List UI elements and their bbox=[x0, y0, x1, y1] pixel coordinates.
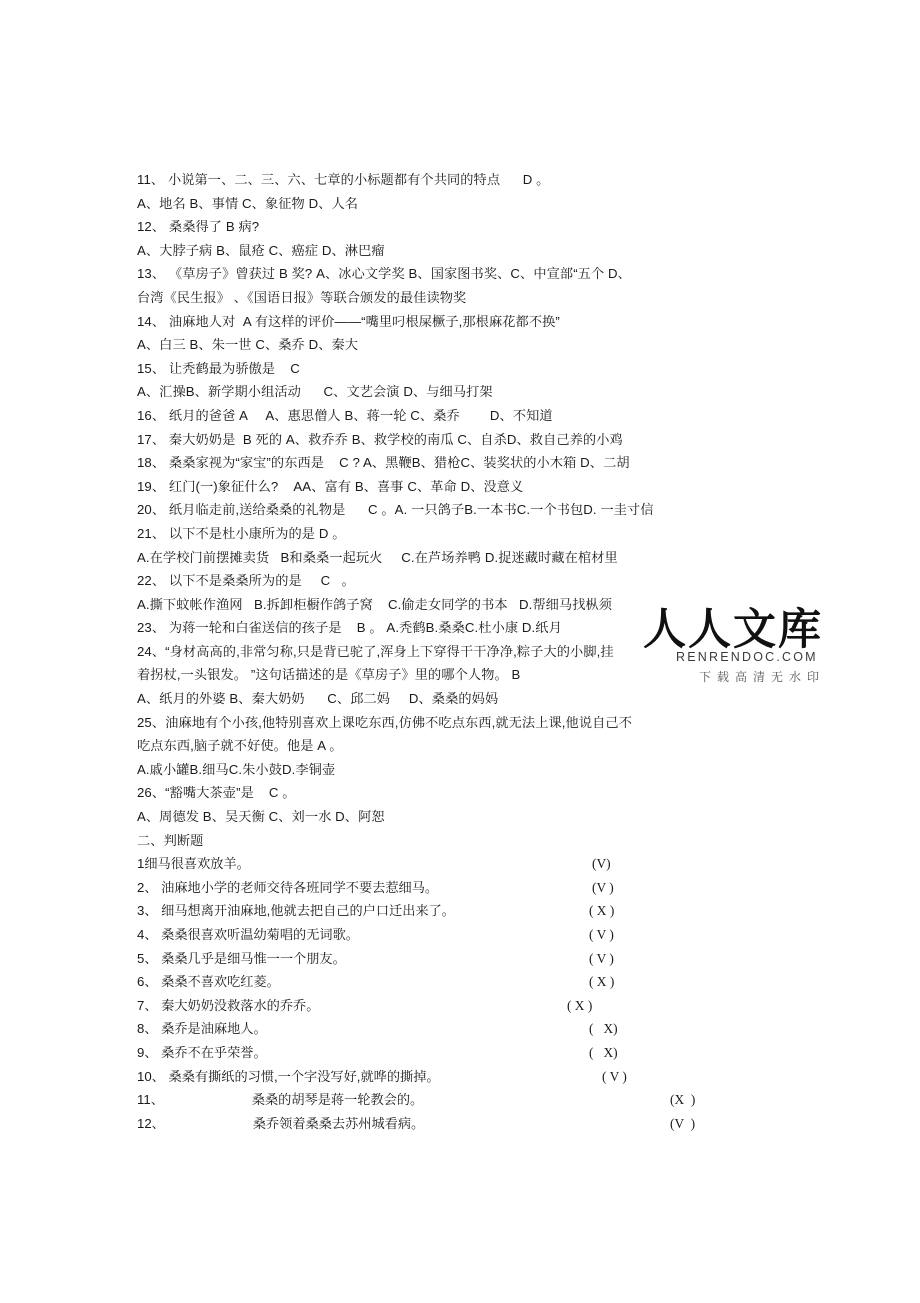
watermark-url: RENRENDOC.COM bbox=[676, 650, 818, 664]
mc-line: 16、 纸月的爸爸 A A、惠思僧人 B、蒋一轮 C、桑乔 D、不知道 bbox=[137, 407, 553, 423]
mc-line: 14、 油麻地人对 A 有这样的评价——“嘴里叼根屎橛子,那根麻花都不换” bbox=[137, 313, 560, 329]
mc-line: A、白三 B、朱一世 C、桑乔 D、秦大 bbox=[137, 337, 359, 353]
true-false-statement: 2、 油麻地小学的老师交待各班同学不要去惹细马。 bbox=[137, 879, 439, 895]
true-false-row bbox=[137, 876, 837, 900]
section-heading-true-false: 二、判断题 bbox=[137, 832, 204, 848]
mc-line: A.戚小罐B.细马C.朱小鼓D.李铜壶 bbox=[137, 761, 336, 777]
true-false-row bbox=[137, 899, 837, 923]
mc-line: A、周德发 B、吴天衡 C、刘一水 D、阿恕 bbox=[137, 809, 385, 825]
true-false-statement: 1细马很喜欢放羊。 bbox=[137, 856, 250, 872]
true-false-row bbox=[137, 852, 837, 876]
true-false-row bbox=[137, 994, 837, 1018]
mc-line: 15、 让秃鹤最为骄傲是 C bbox=[137, 360, 300, 376]
true-false-statement: 8、 桑乔是油麻地人。 bbox=[137, 1021, 267, 1037]
true-false-answer-mark: ( V ) bbox=[589, 950, 614, 966]
mc-line: 19、 红门(一)象征什么? AA、富有 B、喜事 C、革命 D、没意义 bbox=[137, 478, 524, 494]
mc-line: 23、 为蒋一轮和白雀送信的孩子是 B 。 A.秃鹤B.桑桑C.杜小康 D.纸月 bbox=[137, 620, 562, 636]
mc-line: 11、 小说第一、二、三、六、七章的小标题都有个共同的特点 D 。 bbox=[137, 172, 550, 187]
true-false-row bbox=[137, 947, 837, 971]
true-false-answer-mark: (V) bbox=[592, 856, 611, 872]
mc-line: A、汇操B、新学期小组活动 C、文艺会演 D、与细马打架 bbox=[137, 384, 493, 400]
true-false-row bbox=[137, 1065, 837, 1089]
mc-line: 22、 以下不是桑桑所为的是 C 。 bbox=[137, 573, 355, 589]
true-false-answer-mark: ( X) bbox=[589, 1044, 618, 1060]
mc-line: 21、 以下不是杜小康所为的是 D 。 bbox=[137, 525, 346, 541]
watermark-brand: 人人文库 bbox=[643, 607, 823, 654]
mc-line: A、纸月的外婆 B、秦大奶奶 C、邱二妈 D、桑桑的妈妈 bbox=[137, 691, 499, 707]
true-false-statement: 5、 桑桑几乎是细马惟一一个朋友。 bbox=[137, 950, 346, 966]
true-false-answer-mark: (V ) bbox=[670, 1115, 696, 1131]
mc-line: 17、 秦大奶奶是 B 死的 A、救乔乔 B、救学校的南瓜 C、自杀D、救自己养的小鸡 bbox=[137, 431, 623, 447]
true-false-row bbox=[137, 1088, 837, 1112]
true-false-row bbox=[137, 923, 837, 947]
mc-line: 12、 桑桑得了 B 病? bbox=[137, 219, 260, 235]
true-false-answer-mark: (X ) bbox=[670, 1092, 696, 1108]
mc-line: A.撕下蚊帐作渔网 B.拆卸柜橱作鸽子窝 C.偷走女同学的书本 D.帮细马找枞须 bbox=[137, 596, 613, 612]
true-false-answer-mark: ( V ) bbox=[602, 1068, 627, 1084]
true-false-statement: 12、 桑乔领着桑桑去苏州城看病。 bbox=[137, 1115, 425, 1131]
true-false-statement: 9、 桑乔不在乎荣誉。 bbox=[137, 1044, 267, 1060]
true-false-statement: 10、 桑桑有撕纸的习惯,一个字没写好,就哗的撕掉。 bbox=[137, 1068, 440, 1084]
mc-line: 18、 桑桑家视为“家宝”的东西是 C ? A、黑鞭B、猎枪C、装奖状的小木箱 D、二胡 bbox=[137, 455, 630, 471]
true-false-statement: 11、 桑桑的胡琴是蒋一轮教会的。 bbox=[137, 1092, 424, 1108]
multiple-choice-block bbox=[137, 168, 837, 829]
mc-line: 26、“豁嘴大茶壶”是 C 。 bbox=[137, 785, 296, 801]
mc-line: 台湾《民生报》 、《国语日报》等联合颁发的最佳读物奖 bbox=[137, 289, 467, 305]
mc-line: 13、 《草房子》曾获过 B 奖? A、冰心文学奖 B、国家图书奖、C、中宣部“五个 D、 bbox=[137, 266, 631, 282]
true-false-answer-mark: ( X ) bbox=[589, 903, 615, 919]
true-false-row bbox=[137, 1112, 837, 1136]
true-false-statement: 6、 桑桑不喜欢吃红菱。 bbox=[137, 974, 280, 990]
true-false-answer-mark: ( V ) bbox=[589, 927, 614, 942]
true-false-answer-mark: ( X) bbox=[589, 1021, 618, 1037]
watermark-subtitle: 下载高清无水印 bbox=[699, 670, 826, 684]
mc-line: 25、油麻地有个小孩,他特别喜欢上课吃东西,仿佛不吃点东西,就无法上课,他说自己不 bbox=[137, 714, 632, 730]
true-false-block bbox=[137, 852, 837, 1135]
true-false-answer-mark: ( X ) bbox=[589, 974, 615, 990]
mc-line: 着拐杖,一头银发。 ”这句话描述的是《草房子》里的哪个人物。 B bbox=[137, 667, 521, 683]
mc-line: A、大脖子病 B、鼠疮 C、癌症 D、淋巴瘤 bbox=[137, 242, 385, 258]
true-false-answer-mark: (V ) bbox=[592, 879, 614, 895]
true-false-answer-mark: ( X ) bbox=[567, 997, 593, 1013]
true-false-statement: 4、 桑桑很喜欢听温幼菊唱的无词歌。 bbox=[137, 927, 359, 942]
true-false-row bbox=[137, 970, 837, 994]
mc-line: A.在学校门前摆摊卖货 B和桑桑一起玩火 C.在芦场养鸭 D.捉迷藏时藏在棺材里 bbox=[137, 549, 618, 565]
true-false-row bbox=[137, 1041, 837, 1065]
true-false-statement: 7、 秦大奶奶没救落水的乔乔。 bbox=[137, 997, 320, 1013]
mc-line: 20、 纸月临走前,送给桑桑的礼物是 C 。A. 一只鸽子B.一本书C.一个书包D. 一圭寸信 bbox=[137, 502, 654, 518]
true-false-row bbox=[137, 1017, 837, 1041]
mc-line: 24、“身材高高的,非常匀称,只是背已驼了,浑身上下穿得干干净净,粽子大的小脚,挂 bbox=[137, 643, 614, 659]
true-false-statement: 3、 细马想离开油麻地,他就去把自己的户口迁出来了。 bbox=[137, 903, 455, 919]
mc-line: 吃点东西,脑子就不好使。他是 A 。 bbox=[137, 738, 343, 754]
mc-line: A、地名 B、事情 C、象征物 D、人名 bbox=[137, 195, 359, 211]
document-body bbox=[137, 168, 837, 1135]
